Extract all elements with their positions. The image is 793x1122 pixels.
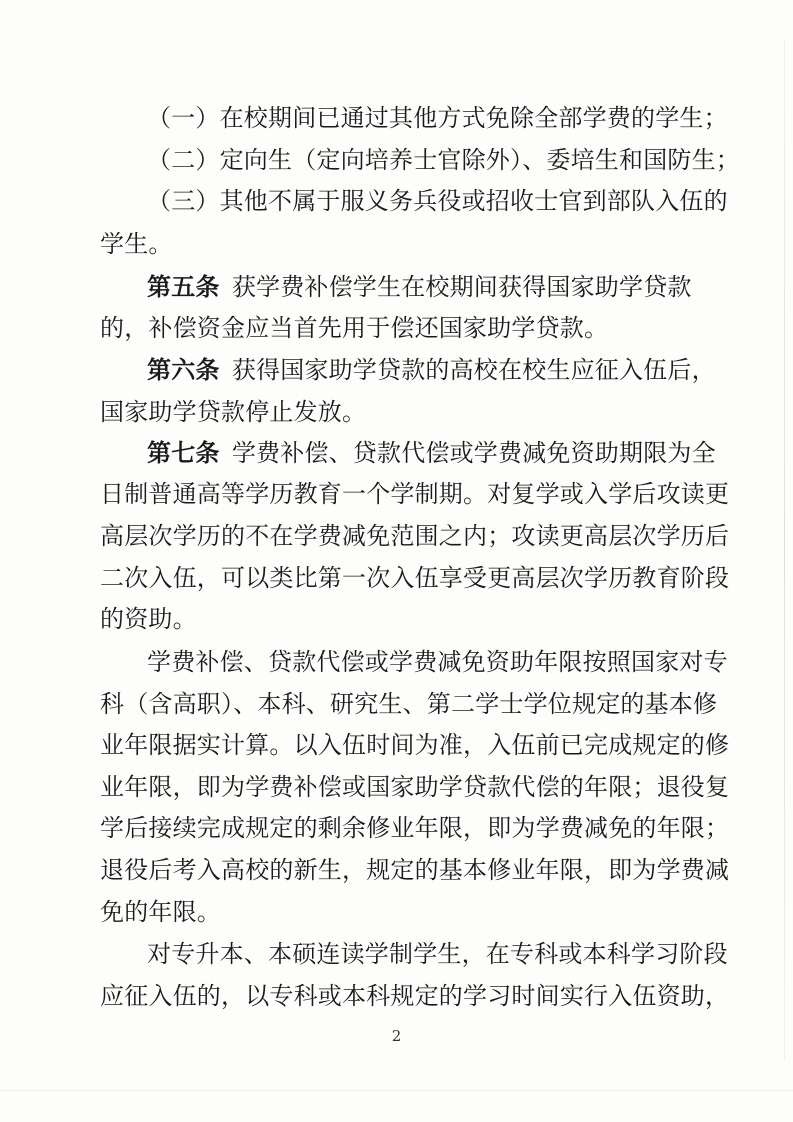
text-line: （二）定向生（定向培养士官除外）、委培生和国防生；: [147, 146, 740, 174]
text-line: 的，补偿资金应当首先用于偿还国家助学贷款。: [100, 314, 609, 342]
text-line: 对专升本、本硕连读学制学生，在专科或本科学习阶段: [147, 940, 728, 968]
article-7-line: [147, 438, 716, 468]
scan-bottom-mark: [0, 1090, 793, 1091]
text-fragment: 学费补偿、贷款代偿或学费减免资助期限为全: [231, 439, 716, 467]
text-line: 业年限，即为学费补偿或国家助学贷款代偿的年限；退役复: [100, 773, 730, 801]
article-label: 第五条: [147, 272, 220, 301]
text-line: 二次入伍，可以类比第一次入伍享受更高层次学历教育阶段: [100, 564, 730, 592]
text-line: 免的年限。: [100, 898, 221, 926]
article-5-line: [147, 272, 707, 302]
text-line: （一）在校期间已通过其他方式免除全部学费的学生；: [147, 104, 728, 132]
article-6-line: [147, 355, 716, 385]
article-label: 第七条: [147, 438, 220, 467]
page-number: 2: [391, 1027, 402, 1045]
text-line: 学后接续完成规定的剩余修业年限，即为学费减免的年限；: [100, 814, 730, 842]
text-line: 业年限据实计算。以入伍时间为准，入伍前已完成规定的修: [100, 731, 730, 759]
article-label: 第六条: [147, 355, 220, 384]
text-line: 国家助学贷款停止发放。: [100, 398, 367, 426]
text-fragment: 获得国家助学贷款的高校在校生应征入伍后，: [231, 356, 716, 384]
text-line: 科（含高职）、本科、研究生、第二学士学位规定的基本修: [100, 690, 718, 718]
text-line: 高层次学历的不在学费减免范围之内；攻读更高层次学历后: [100, 522, 730, 550]
text-line: （三）其他不属于服义务兵役或招收士官到部队入伍的: [147, 187, 728, 215]
text-line: 日制普通高等学历教育一个学制期。对复学或入学后攻读更: [100, 480, 730, 508]
text-line: 学费补偿、贷款代偿或学费减免资助年限按照国家对专: [147, 648, 728, 676]
text-line: 的资助。: [100, 605, 197, 633]
text-fragment: 获学费补偿学生在校期间获得国家助学贷款: [231, 273, 692, 301]
text-line: 学生。: [100, 230, 173, 258]
scan-edge-mark: [784, 40, 785, 1060]
text-line: 退役后考入高校的新生，规定的基本修业年限，即为学费减: [100, 856, 730, 884]
text-line: 应征入伍的，以专科或本科规定的学习时间实行入伍资助，: [100, 982, 730, 1010]
